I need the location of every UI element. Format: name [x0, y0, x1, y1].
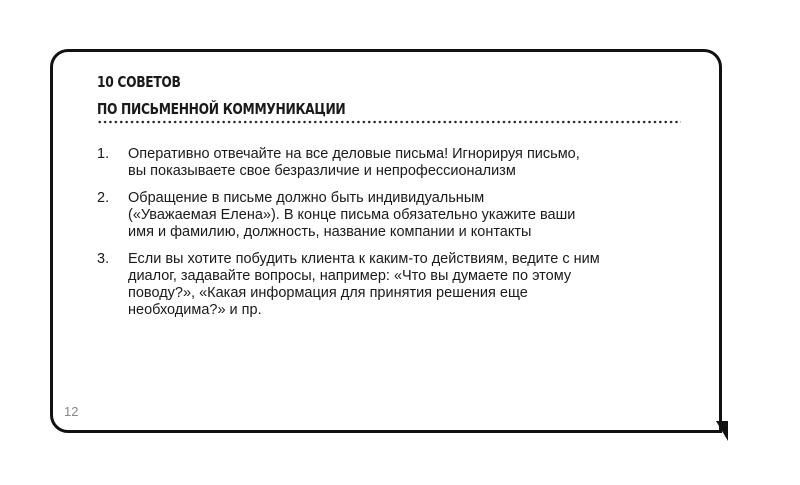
tip-number: 3. — [97, 251, 110, 267]
tip-text: Оперативно отвечайте на все деловые письма! Игнорируя письмо, вы показываете свое безразличие и непрофессионализм — [128, 146, 580, 179]
tip-text: Обращение в письме должно быть индивидуальным («Уважаемая Елена»). В конце письма обязательно укажите ваши имя и фамилию, должность, название компании и контакты — [128, 190, 576, 240]
list-item — [97, 190, 687, 241]
list-item — [97, 146, 687, 180]
page-title — [97, 69, 345, 123]
list-item — [97, 251, 687, 319]
tip-text: Если вы хотите побудить клиента к каким-то действиям, ведите с ним диалог, задавайте вопросы, например: «Что вы думаете по этому поводу?», «Какая информация для принятия решения еще необходима?» и пр. — [128, 251, 600, 318]
title-line-2: ПО ПИСЬМЕННОЙ КОММУНИКАЦИИ — [97, 100, 346, 118]
tip-number: 1. — [97, 146, 110, 162]
tips-list — [97, 146, 687, 329]
speech-bubble-tail — [716, 421, 728, 441]
title-line-1: 10 СОВЕТОВ — [97, 73, 181, 91]
tip-number: 2. — [97, 190, 110, 206]
dotted-divider — [97, 120, 681, 124]
page-number: 12 — [64, 404, 79, 419]
